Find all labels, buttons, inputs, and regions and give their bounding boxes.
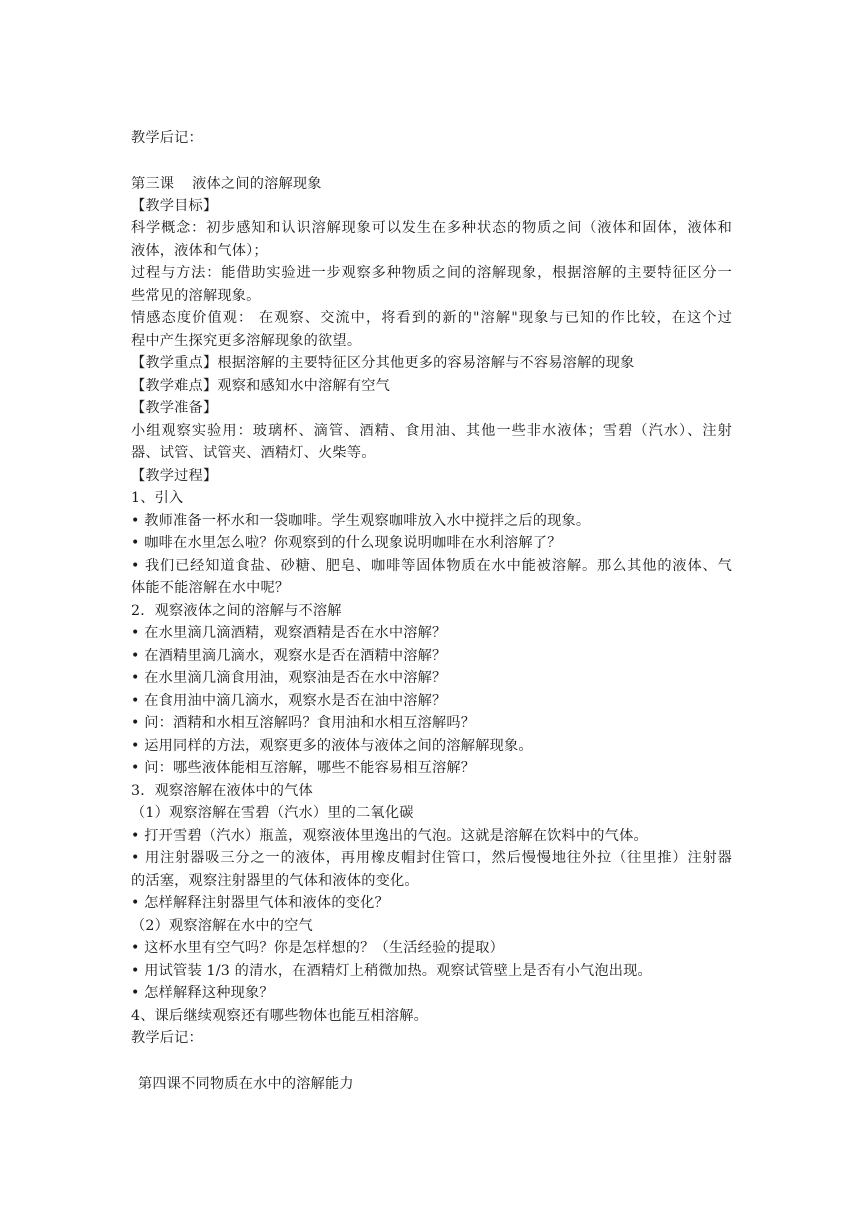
postscript-label-top: 教学后记：: [131, 130, 203, 146]
lesson-heading: [131, 174, 322, 194]
objective-attitude-line-2: 程中产生探究更多溶解现象的欲望。: [131, 333, 362, 349]
section-4: 4、课后继续观察还有哪些物体也能互相溶解。: [131, 1008, 428, 1024]
objective-process-line-1: 过程与方法：能借助实验进一步观察多种物质之间的溶解现象，根据溶解的主要特征区分一: [131, 265, 732, 281]
section-1-bullet-1: • 教师准备一杯水和一袋咖啡。学生观察咖啡放入水中搅拌之后的现象。: [131, 513, 591, 529]
section-2-heading: 2．观察液体之间的溶解与不溶解: [131, 603, 342, 619]
section-3-subheading-2: （2）观察溶解在水中的空气: [131, 918, 313, 934]
section-3-bullet-2-line-2: 的活塞，观察注射器里的气体和液体的变化。: [131, 873, 419, 889]
difficulty: 【教学难点】观察和感知水中溶解有空气: [131, 378, 390, 394]
section-2-bullet-2: • 在酒精里滴几滴水，观察水是否在酒精中溶解？: [131, 648, 447, 664]
section-3-bullet-1: • 打开雪碧（汽水）瓶盖，观察液体里逸出的气泡。这就是溶解在饮料中的气体。: [131, 828, 648, 844]
objective-concept-line-2: 液体，液体和气体）；: [131, 243, 268, 259]
next-lesson-heading: 第四课不同物质在水中的溶解能力: [138, 1076, 354, 1092]
section-1-bullet-2: • 咖啡在水里怎么啦？你观察到的什么现象说明咖啡在水利溶解了？: [131, 535, 562, 551]
section-1-bullet-3-line-2: 体能不能溶解在水中呢？: [131, 580, 290, 596]
section-2-bullet-7: • 问：哪些液体能相互溶解，哪些不能容易相互溶解？: [131, 760, 476, 776]
section-2-bullet-6: • 运用同样的方法，观察更多的液体与液体之间的溶解解现象。: [131, 738, 533, 754]
section-2-bullet-5: • 问：酒精和水相互溶解吗？食用油和水相互溶解吗？: [131, 715, 476, 731]
section-3-heading: 3．观察溶解在液体中的气体: [131, 783, 313, 799]
section-2-bullet-4: • 在食用油中滴几滴水，观察水是否在油中溶解？: [131, 693, 447, 709]
objectives-heading: 【教学目标】: [131, 198, 218, 214]
section-1-bullet-3-line-1: • 我们已经知道食盐、砂糖、肥皂、咖啡等固体物质在水中能被溶解。那么其他的液体、气: [131, 558, 732, 574]
section-3-bullet-3: • 怎样解释注射器里气体和液体的变化？: [131, 895, 389, 911]
prep-line-1: 小组观察实验用：玻璃杯、滴管、酒精、食用油、其他一些非水液体；雪碧（汽水）、注射: [131, 423, 732, 439]
lesson-number: 第三课: [131, 176, 175, 192]
section-3-bullet-5: • 用试管装 1/3 的清水，在酒精灯上稍微加热。观察试管壁上是否有小气泡出现。: [131, 963, 652, 979]
lesson-title: 液体之间的溶解现象: [192, 176, 322, 192]
section-3-subheading-1: （1）观察溶解在雪碧（汽水）里的二氧化碳: [131, 805, 414, 821]
section-2-bullet-1: • 在水里滴几滴酒精，观察酒精是否在水中溶解？: [131, 625, 447, 641]
section-1-heading: 1、引入: [131, 490, 184, 506]
prep-line-2: 器、试管、试管夹、酒精灯、火柴等。: [131, 445, 376, 461]
key-point: 【教学重点】根据溶解的主要特征区分其他更多的容易溶解与不容易溶解的现象: [131, 355, 635, 371]
section-3-bullet-6: • 怎样解释这种现象？: [131, 985, 274, 1001]
process-heading: 【教学过程】: [131, 468, 218, 484]
objective-concept-line-1: 科学概念：初步感知和认识溶解现象可以发生在多种状态的物质之间（液体和固体，液体和: [131, 220, 732, 236]
objective-process-line-2: 些常见的溶解现象。: [131, 288, 261, 304]
section-3-bullet-4: • 这杯水里有空气吗？你是怎样想的？（生活经验的提取）: [131, 940, 504, 956]
section-2-bullet-3: • 在水里滴几滴食用油，观察油是否在水中溶解？: [131, 670, 447, 686]
prep-heading: 【教学准备】: [131, 400, 218, 416]
section-3-bullet-2-line-1: • 用注射器吸三分之一的液体，再用橡皮帽封住管口，然后慢慢地往外拉（往里推）注射器: [131, 850, 732, 866]
postscript-label-bottom: 教学后记：: [131, 1030, 203, 1046]
objective-attitude-line-1: 情感态度价值观： 在观察、交流中，将看到的新的"溶解"现象与已知的作比较，在这个过: [131, 310, 732, 326]
